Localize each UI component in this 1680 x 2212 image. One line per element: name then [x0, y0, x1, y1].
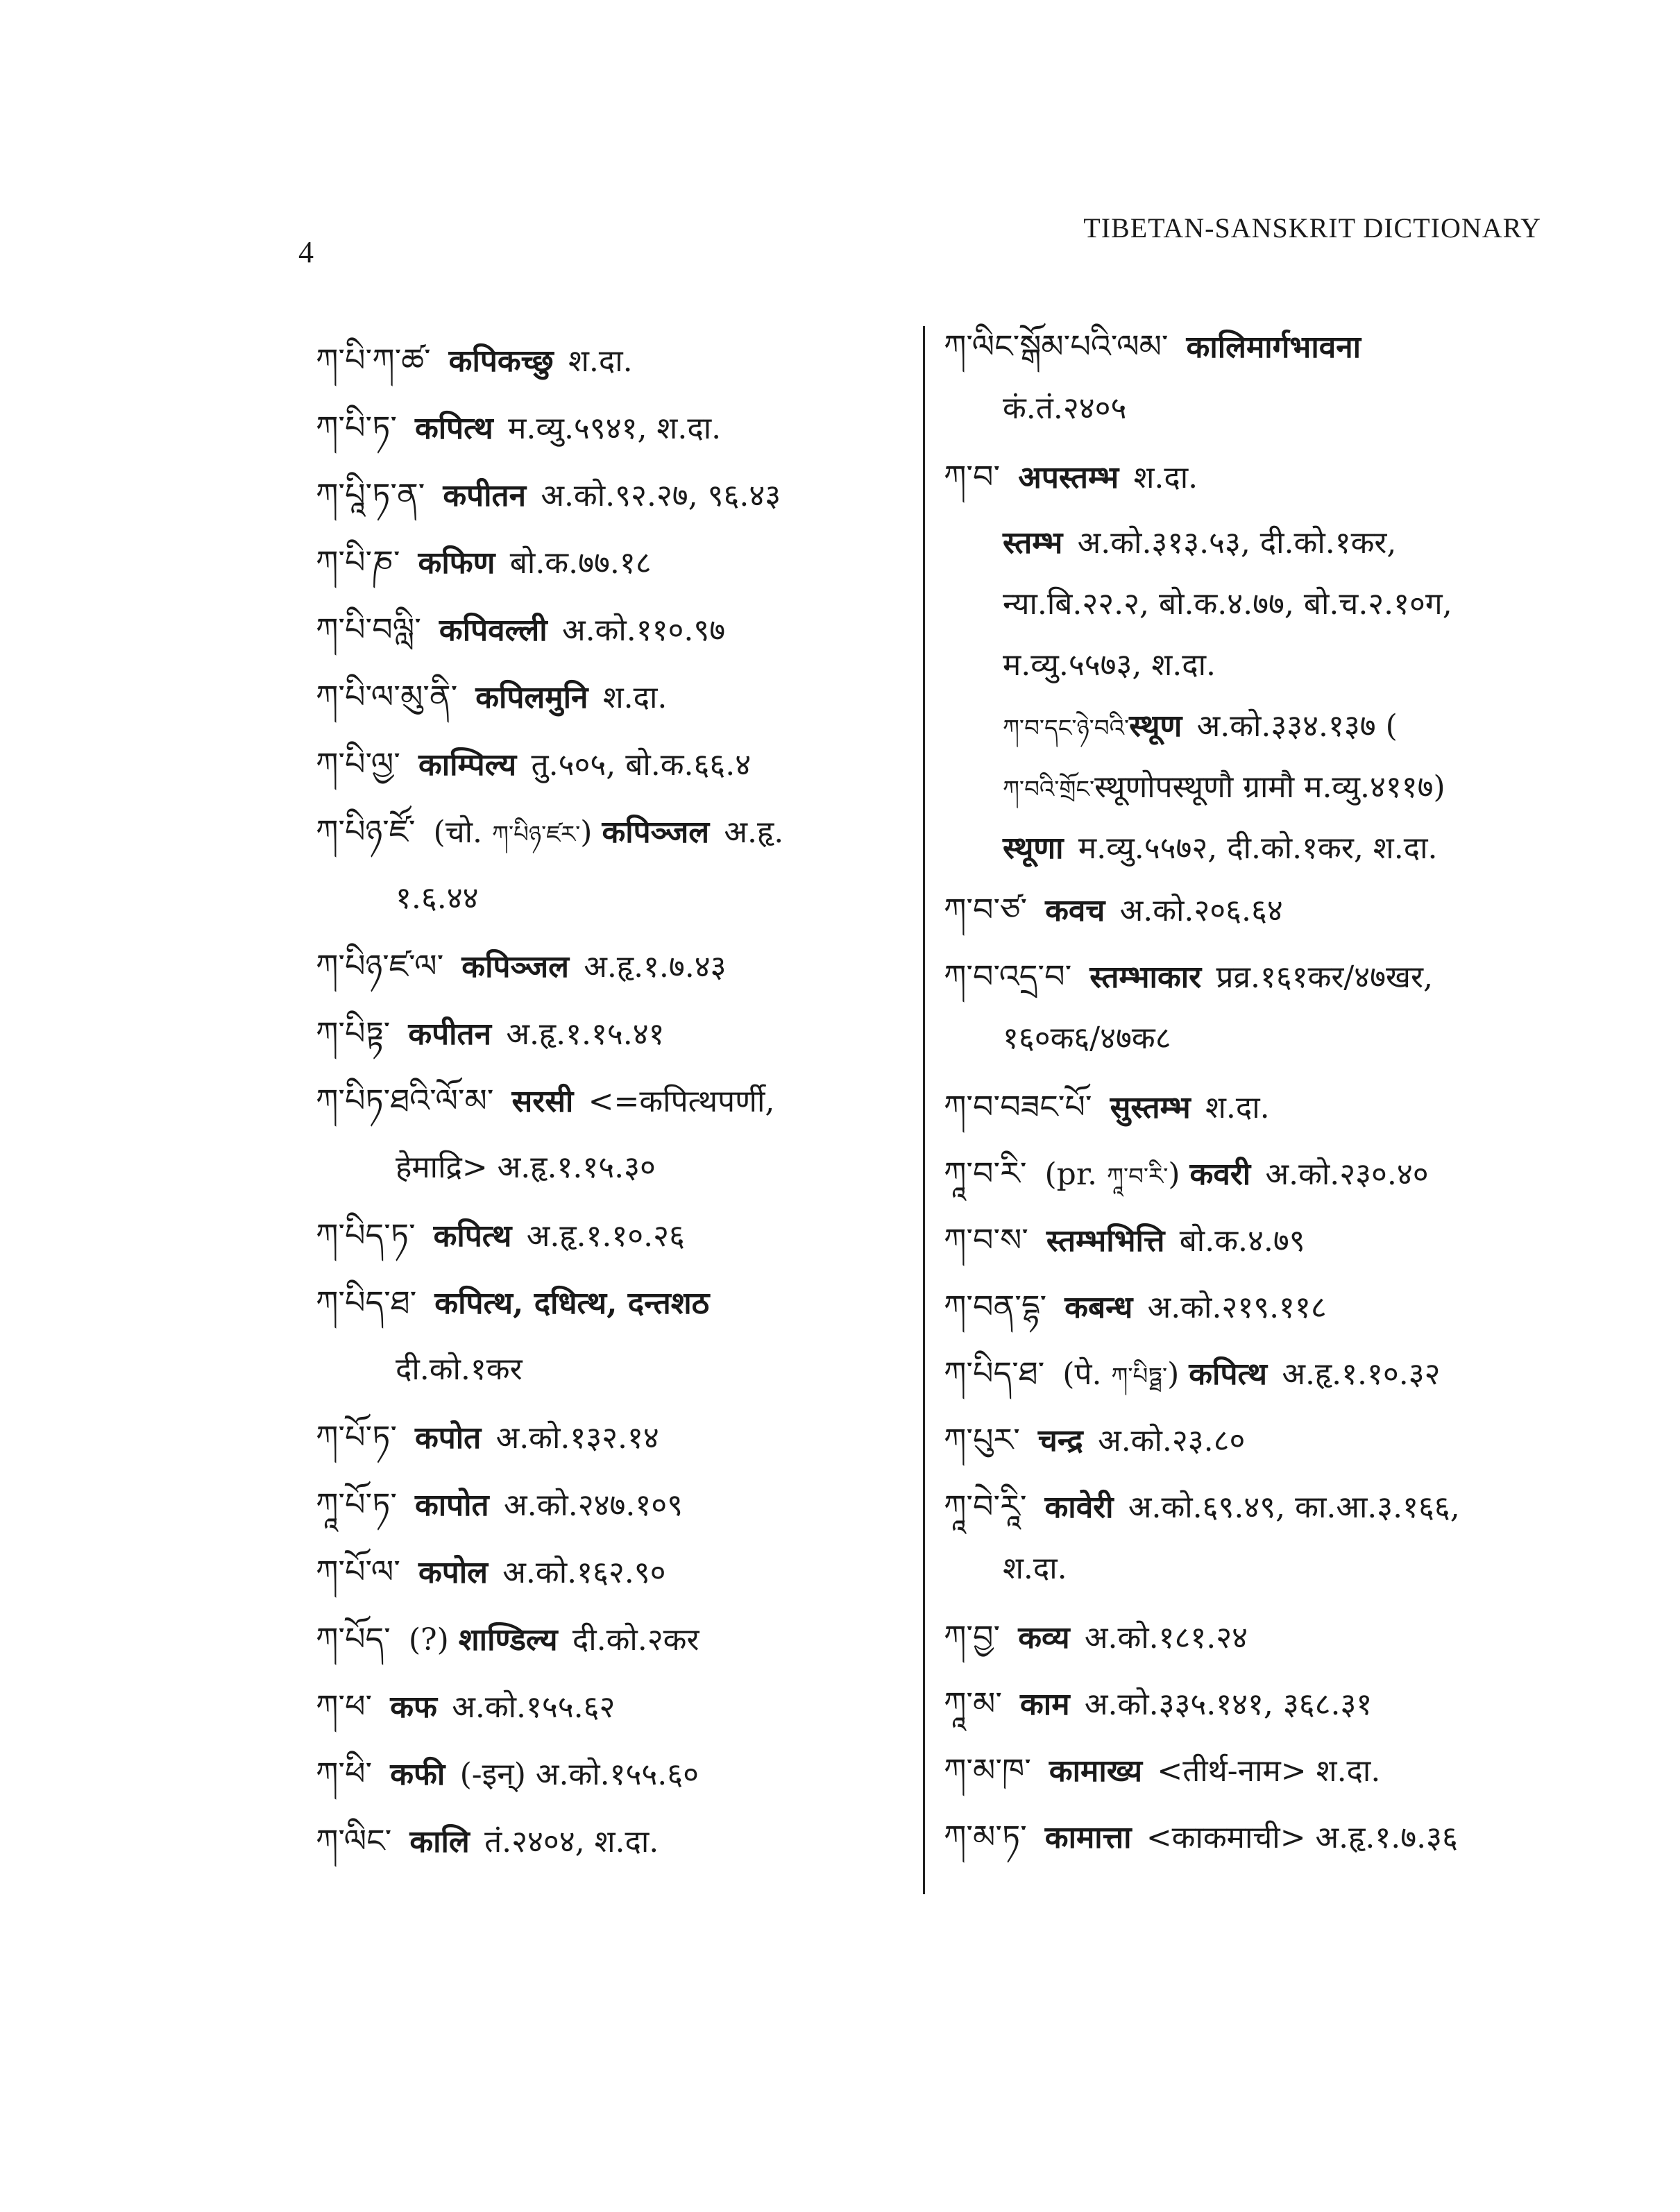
dictionary-entry — [1003, 584, 1452, 624]
tibetan-headword: ཀ་པིཏ་ཐའི་ལོ་མ་ — [316, 1082, 494, 1119]
tibetan-headword: ཀ་པུར་ — [944, 1421, 1020, 1458]
sanskrit-equivalent: कपिवल्ली — [439, 613, 558, 648]
dictionary-entry — [944, 1750, 1380, 1792]
tibetan-headword: ཀ་པོད་ — [316, 1620, 391, 1658]
dictionary-entry — [944, 956, 1433, 998]
entry-continuation: १६०क६/४७क८ — [1003, 1021, 1171, 1056]
dictionary-entry — [1003, 828, 1437, 869]
source-reference: बो.क.४.७९ — [1179, 1223, 1305, 1259]
column-divider — [923, 326, 925, 1894]
sanskrit-equivalent: कपित्थ — [1189, 1356, 1278, 1392]
dictionary-entry — [316, 1821, 659, 1862]
sanskrit-equivalent: कालिमार्गभावना — [1186, 330, 1361, 365]
entry-note: (?) — [408, 1622, 459, 1658]
tibetan-headword: ཀ་པོ་ལ་ — [316, 1553, 400, 1590]
source-reference: अ.को.९२.२७, ९६.४३ — [541, 478, 781, 513]
sanskrit-equivalent: कफिण — [418, 545, 506, 581]
dictionary-entry — [944, 326, 1365, 368]
source-reference: तु.५०५, बो.क.६६.४ — [531, 747, 752, 783]
tibetan-headword: ཀ་པིཉ་ཛོ་ — [316, 813, 416, 850]
sanskrit-equivalent: कपीतन — [408, 1016, 502, 1052]
dictionary-entry — [316, 1282, 713, 1324]
tibetan-headword: ཀ་པི་ཎ་ — [316, 543, 400, 581]
sanskrit-equivalent: स्थूणा — [1003, 831, 1074, 866]
tibetan-headword: ཀ་པི་ཀ་ཚ་ — [316, 341, 431, 379]
source-reference: श.दा. — [1133, 460, 1198, 495]
sanskrit-equivalent: कपिञ्जल — [602, 815, 720, 850]
dictionary-entry — [316, 542, 652, 584]
sanskrit-equivalent: कबन्ध — [1064, 1290, 1144, 1325]
source-reference: म.व्यु.५५७३, श.दा. — [1003, 647, 1216, 683]
sanskrit-equivalent: शाण्डिल्य — [458, 1622, 568, 1658]
tibetan-headword: ཀ་ལིང་ — [316, 1822, 392, 1860]
dictionary-entry — [944, 1220, 1305, 1261]
tibetan-headword: ཀ་ཕ་ — [316, 1687, 373, 1725]
entry-note: (चो. — [433, 815, 493, 850]
tibetan-headword: ཀ་པིད་ཐ་ — [944, 1354, 1045, 1392]
source-reference: अ.को.३३५.१४१, ३६८.३१ — [1084, 1687, 1373, 1722]
dictionary-entry — [944, 890, 1283, 931]
source-reference: अ.को.६९.४९, का.आ.३.१६६, — [1128, 1490, 1460, 1525]
dictionary-entry — [316, 1215, 685, 1257]
sanskrit-equivalent: कपित्थ — [433, 1218, 523, 1254]
tibetan-headword: ཀ་བ་ས་ — [944, 1221, 1028, 1259]
source-reference: तं.२४०४, श.दा. — [484, 1824, 659, 1860]
entry-continuation: हेमाद्रि> अ.हृ.१.१५.३० — [396, 1150, 656, 1185]
source-reference: (-इन्) अ.को.१५५.६० — [459, 1757, 699, 1792]
tibetan-headword: ཀ་པིཏྟ་ — [316, 1014, 391, 1052]
dictionary-entry — [316, 340, 633, 382]
sanskrit-equivalent: काम — [1020, 1687, 1080, 1722]
tibetan-headword: ཀ་པི་ལྱ་ — [316, 745, 400, 783]
tibetan-headword: ཀཱ་བ་རི་ — [944, 1155, 1027, 1192]
tibetan-note: ཀ་པིཉ་ཛར་ — [492, 821, 581, 849]
source-reference: अ.हृ.१.१०.३२ — [1282, 1356, 1441, 1392]
tibetan-note: ཀ་པིཏྠ་ — [1111, 1363, 1168, 1390]
dictionary-entry — [1003, 523, 1396, 563]
dictionary-entry — [316, 1619, 699, 1660]
tibetan-headword: ཀ་པཱི་ཏ་ན་ — [316, 476, 425, 513]
dictionary-entry — [944, 1817, 1458, 1858]
source-reference: बो.क.७७.१८ — [509, 545, 652, 581]
source-reference: <=कपित्थपर्णी, — [588, 1084, 775, 1119]
source-reference: अ.को.२३.८० — [1098, 1423, 1246, 1458]
tibetan-headword: ཀ་བྱ་ — [944, 1618, 1001, 1656]
tibetan-headword: ཀ་བ་བཟང་པོ་ — [944, 1088, 1092, 1125]
source-reference: अ.हृ.१.७.४३ — [584, 949, 727, 985]
entry-note: (pr. — [1044, 1157, 1108, 1192]
sanskrit-equivalent: सरसी — [511, 1084, 584, 1119]
entry-note-end: ) — [580, 815, 602, 850]
sanskrit-equivalent: कामाख्य — [1049, 1753, 1153, 1789]
sanskrit-equivalent: कालि — [409, 1824, 481, 1860]
sanskrit-equivalent: स्तम्भाकार — [1089, 960, 1212, 995]
dictionary-entry — [1003, 767, 1445, 810]
source-reference: म.व्यु.५५७२, दी.को.१कर, श.दा. — [1078, 831, 1438, 866]
source-reference: श.दा. — [602, 680, 668, 715]
sanskrit-equivalent: स्तम्भभित्ति — [1046, 1223, 1176, 1259]
dictionary-entry — [316, 1686, 615, 1728]
tibetan-headword: ཀཱ་བེ་རཱི་ — [944, 1488, 1027, 1525]
sanskrit-equivalent: कवच — [1045, 893, 1116, 928]
dictionary-entry — [1003, 645, 1216, 686]
dictionary-entry — [316, 811, 783, 855]
sanskrit-equivalent: स्तम्भ — [1003, 525, 1074, 561]
sanskrit-equivalent: कपित्थ, दधित्थ, दन्तशठ — [434, 1286, 710, 1321]
page-number: 4 — [298, 235, 314, 269]
sanskrit-equivalent: कवरी — [1189, 1157, 1262, 1192]
source-reference: अ.को.२१९.११८ — [1147, 1290, 1327, 1325]
sanskrit-equivalent: कापोत — [414, 1488, 500, 1523]
tibetan-headword: ཀ་བ་ — [944, 458, 1001, 495]
sanskrit-equivalent: कपोल — [418, 1555, 499, 1590]
tibetan-headword: ཀ་མ་ཏ་ — [944, 1818, 1027, 1855]
tibetan-headword: ཀ་མ་ཁ་ — [944, 1751, 1031, 1789]
entry-note-end: ) — [1167, 1356, 1189, 1392]
source-reference: श.दा. — [1205, 1090, 1270, 1125]
sanskrit-equivalent: कपिञ्जल — [461, 949, 580, 985]
source-reference: म.व्यु.५९४१, श.दा. — [508, 411, 722, 446]
source-reference: अ.को.३३४.१३७ ( — [1196, 708, 1398, 744]
entry-continuation: श.दा. — [1003, 1551, 1067, 1586]
entry-continuation: दी.को.१कर — [396, 1352, 523, 1387]
dictionary-entry — [944, 1617, 1248, 1658]
dictionary-entry — [944, 1683, 1372, 1725]
source-reference: अ.को.३१३.५३, दी.को.१कर, — [1077, 525, 1397, 561]
source-reference: श.दा. — [568, 343, 633, 379]
tibetan-headword: ཀཱ་མ་ — [944, 1685, 1002, 1722]
tibetan-headword: ཀ་ཕི་ — [316, 1755, 373, 1792]
source-reference: अ.हृ.१.१५.४१ — [506, 1016, 665, 1052]
source-reference: अ.हृ.१.१०.२६ — [526, 1218, 685, 1254]
dictionary-entry — [316, 1417, 659, 1458]
sanskrit-equivalent: काम्पिल्य — [418, 747, 527, 783]
source-reference: <तीर्थ-नाम> श.दा. — [1157, 1753, 1381, 1789]
source-reference: अ.को.११०.९७ — [561, 613, 726, 648]
tibetan-headword: ཀ་པིཉ་ཛ་ལ་ — [316, 947, 444, 985]
tibetan-headword: ཀ་བན་དྷ་ — [944, 1288, 1047, 1325]
dictionary-entry — [316, 407, 721, 449]
source-reference: अ.को.२०६.६४ — [1119, 893, 1283, 928]
source-reference: अ.को.२४७.१०९ — [503, 1488, 684, 1523]
source-reference: <काकमाची> अ.हृ.१.७.३६ — [1146, 1820, 1458, 1855]
dictionary-entry — [316, 1013, 665, 1055]
dictionary-entry — [316, 677, 667, 718]
sanskrit-equivalent: कपोत — [414, 1420, 492, 1456]
sanskrit-equivalent: कपिकच्छु — [448, 343, 564, 379]
dictionary-entry — [316, 1080, 774, 1122]
sanskrit-equivalent: सुस्तम्भ — [1110, 1090, 1201, 1125]
dictionary-entry — [1003, 706, 1398, 749]
dictionary-entry — [316, 609, 725, 651]
tibetan-note: ཀ་བའི་གྲོང་ — [1003, 776, 1095, 803]
tibetan-headword: ཀཱ་པོ་ཏ་ — [316, 1486, 397, 1523]
tibetan-note: ཀ་བ་དང་ཉེ་བའི་ — [1003, 715, 1130, 742]
dictionary-entry — [316, 1753, 699, 1795]
source-reference: दी.को.२कर — [572, 1622, 699, 1658]
dictionary-entry — [944, 1153, 1429, 1197]
entry-continuation: १.६.४४ — [396, 880, 479, 916]
sanskrit-equivalent: कपित्थ — [414, 411, 504, 446]
tibetan-headword: ཀ་པིད་ཐ་ — [316, 1284, 417, 1321]
tibetan-headword: ཀ་པོ་ཏ་ — [316, 1418, 397, 1456]
tibetan-note: ཀཱ་བ་རི་ — [1107, 1163, 1169, 1191]
entry-continuation: कं.तं.२४०५ — [1003, 391, 1127, 426]
sanskrit-equivalent: कफ — [390, 1690, 448, 1725]
tibetan-headword: ཀ་པི་ལ་མུ་ནི་ — [316, 678, 458, 715]
sanskrit-equivalent: चन्द्र — [1037, 1423, 1094, 1458]
dictionary-entry — [316, 744, 751, 785]
dictionary-entry — [944, 1486, 1460, 1528]
source-reference: न्या.बि.२२.२, बो.क.४.७७, बो.च.२.१०ग, — [1003, 586, 1452, 622]
source-reference: अ.को.२३०.४० — [1265, 1157, 1429, 1192]
dictionary-entry — [944, 1087, 1270, 1128]
tibetan-headword: ཀ་པིད་ཏ་ — [316, 1216, 416, 1254]
dictionary-entry — [944, 457, 1198, 498]
sanskrit-equivalent: कपिलमुनि — [475, 680, 599, 715]
dictionary-entry — [316, 1484, 683, 1526]
source-reference: अ.को.१६२.९० — [502, 1555, 666, 1590]
dictionary-entry — [316, 1551, 665, 1593]
sanskrit-equivalent: कामात्ता — [1044, 1820, 1142, 1855]
entry-note-end: ) — [1168, 1157, 1190, 1192]
sanskrit-equivalent: कफी — [390, 1757, 456, 1792]
dictionary-entry — [944, 1420, 1245, 1461]
source-reference: अ.को.१८१.२४ — [1084, 1620, 1248, 1656]
sanskrit-equivalent: कावेरी — [1044, 1490, 1124, 1525]
sanskrit-equivalent: अपस्तम्भ — [1018, 460, 1130, 495]
sanskrit-equivalent: कपीतन — [443, 478, 537, 513]
tibetan-headword: ཀ་པི་ཏ་ — [316, 409, 397, 446]
tibetan-headword: ཀ་ལིང་སྒོམ་པའི་ལམ་ — [944, 327, 1169, 365]
dictionary-entry — [316, 946, 727, 987]
running-header: TIBETAN-SANSKRIT DICTIONARY — [1083, 212, 1541, 244]
dictionary-entry — [944, 1286, 1327, 1328]
entry-note: (पे. — [1062, 1356, 1112, 1392]
tibetan-headword: ཀ་བ་ཙ་ — [944, 891, 1028, 928]
source-reference: स्थूणोपस्थूणौ ग्रामौ म.व्यु.४११७) — [1094, 769, 1445, 805]
source-reference: अ.हृ. — [724, 815, 784, 850]
tibetan-headword: ཀ་པི་བལླི་ — [316, 611, 421, 648]
source-reference: प्रव्र.१६१कर/४७खर, — [1216, 960, 1433, 995]
tibetan-headword: ཀ་བ་འདྲ་བ་ — [944, 958, 1072, 995]
dictionary-entry — [316, 475, 781, 516]
sanskrit-equivalent: स्थूण — [1129, 708, 1193, 744]
source-reference: अ.को.१५५.६२ — [452, 1690, 616, 1725]
dictionary-entry — [944, 1353, 1441, 1397]
sanskrit-equivalent: कव्य — [1018, 1620, 1080, 1656]
source-reference: अ.को.१३२.१४ — [495, 1420, 659, 1456]
